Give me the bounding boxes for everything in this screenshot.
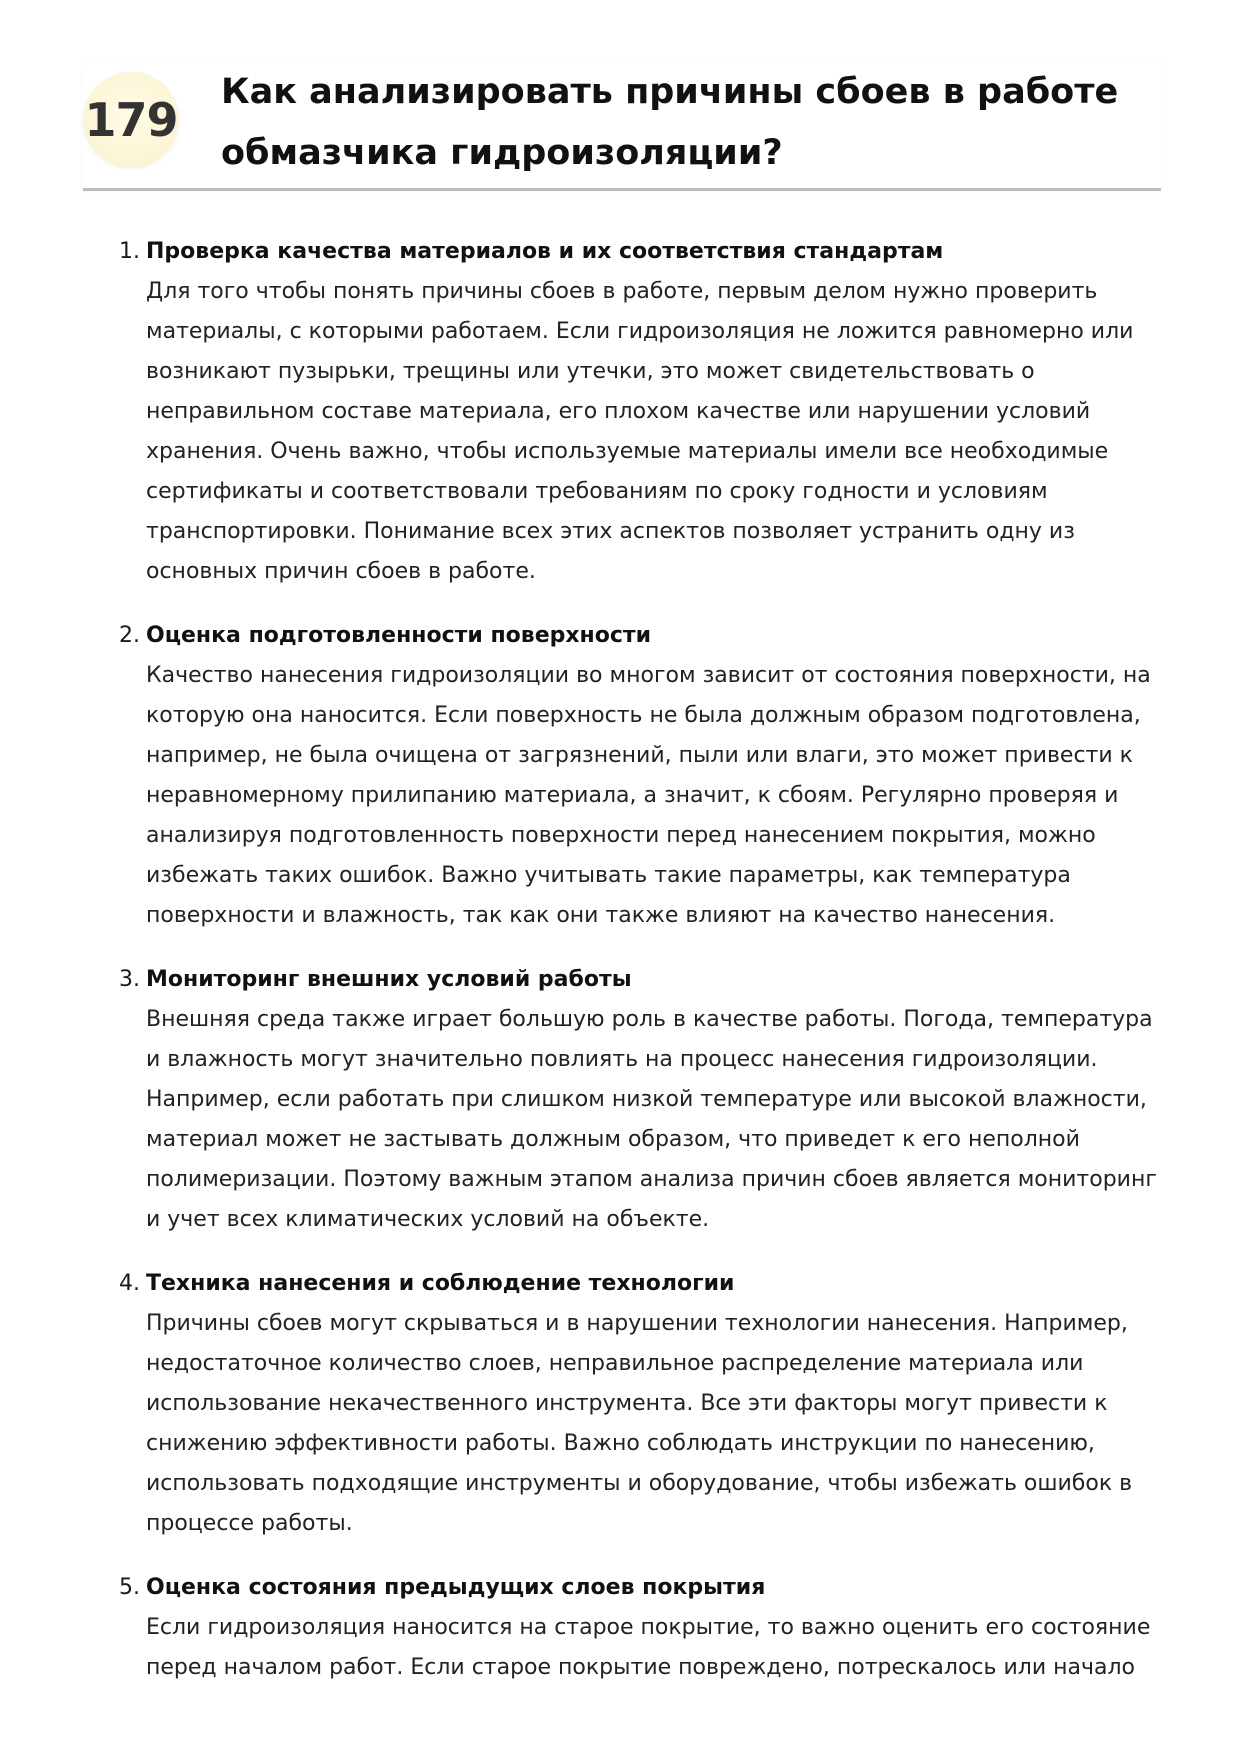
- list-item-number: 4.: [119, 1271, 140, 1296]
- answer-list: [114, 232, 1164, 1688]
- list-item-number: 3.: [119, 967, 140, 992]
- list-item: [114, 960, 1164, 1240]
- list-item-number: 1.: [119, 239, 140, 264]
- list-item: [114, 1264, 1164, 1544]
- list-item-text: Причины сбоев могут скрываться и в нарушении технологии нанесения. Например, недостаточное количество слоев, неправильное распределение материала или использование некачественного инструмента. Все эти факторы могут привести к снижению эффективности работы. Важно соблюдать инструкции по нанесению, использовать подходящие инструменты и оборудование, чтобы избежать ошибок в процессе работы.: [146, 1311, 1133, 1536]
- list-item: [114, 616, 1164, 936]
- list-item-title: Оценка подготовленности поверхности: [146, 623, 652, 648]
- page-header: [83, 62, 1161, 191]
- list-item-number: 2.: [119, 623, 140, 648]
- answer-content: [114, 232, 1164, 1712]
- list-item: [114, 1568, 1164, 1688]
- list-item-title: Техника нанесения и соблюдение технологии: [146, 1271, 735, 1296]
- list-item-title: Оценка состояния предыдущих слоев покрытия: [146, 1575, 766, 1600]
- page-title: Как анализировать причины сбоев в работе обмазчика гидроизоляции?: [221, 72, 1119, 173]
- list-item-text: Если гидроизоляция наносится на старое покрытие, то важно оценить его состояние перед началом работ. Если старое покрытие повреждено, потрескалось или начало: [146, 1615, 1151, 1680]
- list-item-text: Внешняя среда также играет большую роль в качестве работы. Погода, температура и влажность могут значительно повлиять на процесс нанесения гидроизоляции. Например, если работать при слишком низкой температуре или высокой влажности, материал может не застывать должным образом, что приведет к его неполной полимеризации. Поэтому важным этапом анализа причин сбоев является мониторинг и учет всех климатических условий на объекте.: [146, 1007, 1157, 1232]
- list-item-text: Для того чтобы понять причины сбоев в работе, первым делом нужно проверить материалы, с которыми работаем. Если гидроизоляция не ложится равномерно или возникают пузырьки, трещины или утечки, это может свидетельствовать о неправильном составе материала, его плохом качестве или нарушении условий хранения. Очень важно, чтобы используемые материалы имели все необходимые сертификаты и соответствовали требованиям по сроку годности и условиям транспортировки. Понимание всех этих аспектов позволяет устранить одну из основных причин сбоев в работе.: [146, 279, 1134, 584]
- list-item-title: Проверка качества материалов и их соответствия стандартам: [146, 239, 944, 264]
- list-item-number: 5.: [119, 1575, 140, 1600]
- question-number-badge: 179: [83, 72, 179, 168]
- list-item: [114, 232, 1164, 592]
- list-item-text: Качество нанесения гидроизоляции во многом зависит от состояния поверхности, на которую она наносится. Если поверхность не была должным образом подготовлена, например, не была очищена от загрязнений, пыли или влаги, это может привести к неравномерному прилипанию материала, а значит, к сбоям. Регулярно проверяя и анализируя подготовленность поверхности перед нанесением покрытия, можно избежать таких ошибок. Важно учитывать такие параметры, как температура поверхности и влажность, так как они также влияют на качество нанесения.: [146, 663, 1151, 928]
- list-item-title: Мониторинг внешних условий работы: [146, 967, 632, 992]
